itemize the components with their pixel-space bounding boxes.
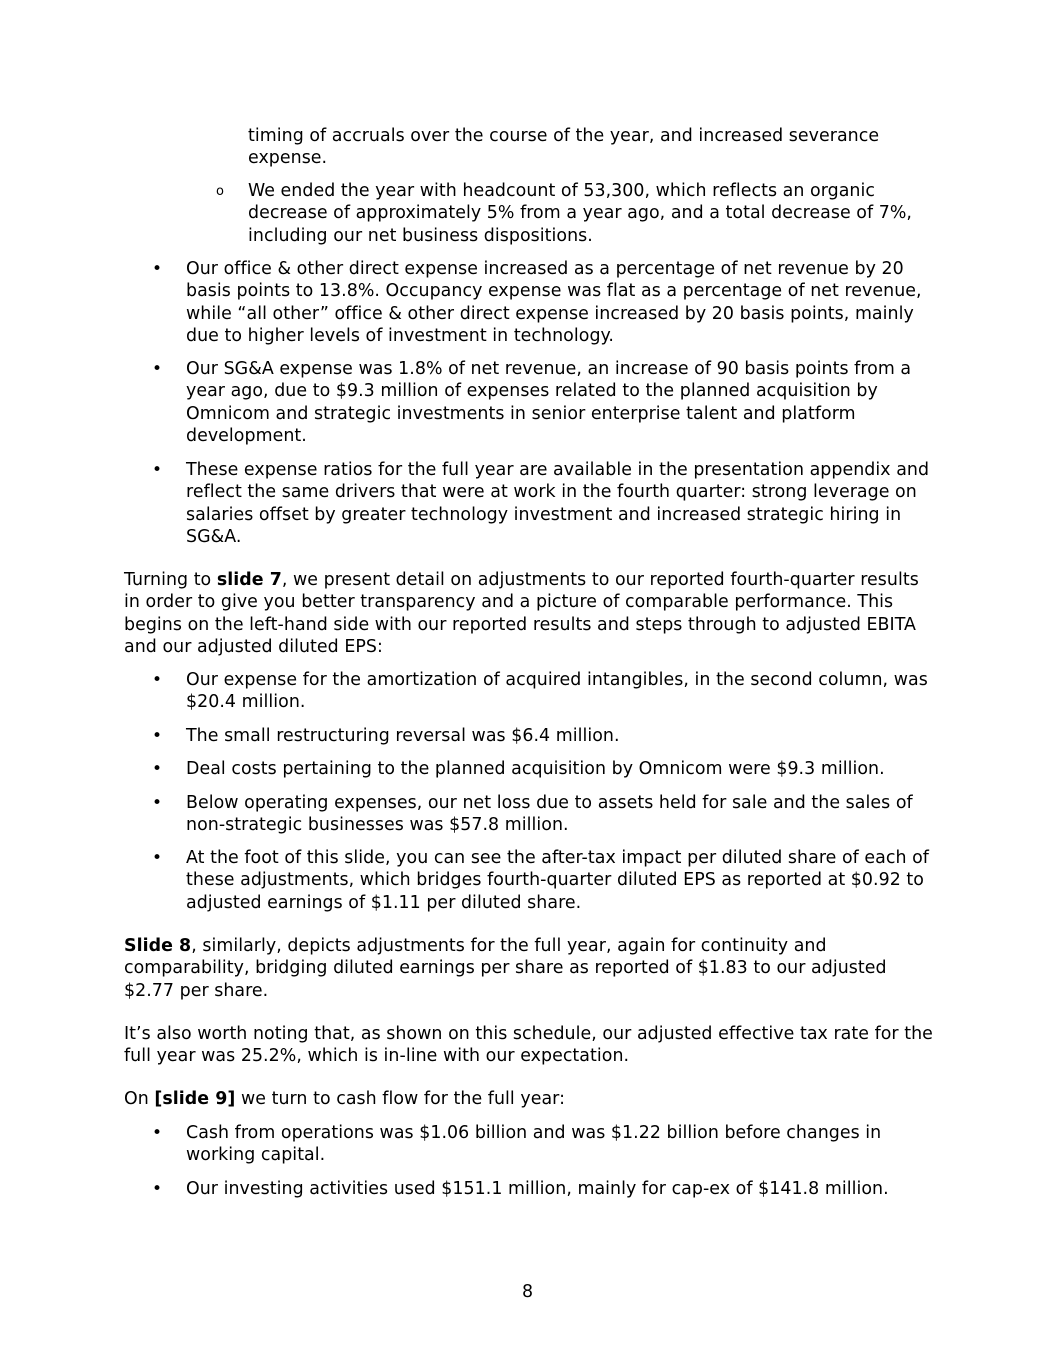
bullet-marker: • bbox=[152, 359, 163, 379]
paragraph-bold-ref: slide 7 bbox=[216, 570, 282, 590]
bullet-marker: • bbox=[152, 460, 163, 480]
sub-bullet-marker: o bbox=[216, 184, 225, 199]
bullet-marker: • bbox=[152, 793, 163, 813]
bullet-marker: • bbox=[152, 1179, 163, 1199]
bullet-marker: • bbox=[152, 759, 163, 779]
paragraph-bold-ref: Slide 8 bbox=[124, 936, 192, 956]
paragraph-tax-rate bbox=[124, 1023, 939, 1068]
bullet-marker: • bbox=[152, 259, 163, 279]
paragraph-text: It’s also worth noting that, as shown on this schedule, our adjusted effective tax rate for the full year was 25.2%, which is in-line with our expectation. bbox=[124, 1024, 933, 1067]
bullet-marker: • bbox=[152, 848, 163, 868]
continuation-text bbox=[248, 125, 938, 170]
paragraph-slide-8 bbox=[124, 935, 939, 1002]
sub-bullet-text: We ended the year with headcount of 53,300, which reflects an organic decrease of approximately 5% from a year ago, and a total decrease of 7%, including our net business dispositions. bbox=[248, 181, 913, 246]
bullet-text: Our expense for the amortization of acquired intangibles, in the second column, was $20.4 million. bbox=[186, 670, 928, 713]
bullet-marker: • bbox=[152, 726, 163, 746]
bullet-text: Our office & other direct expense increased as a percentage of net revenue by 20 basis points to 13.8%. Occupancy expense was flat as a percentage of net revenue, while “all other” office & other direct expense increased by 20 basis points, mainly due to higher levels of investment in technology. bbox=[186, 259, 922, 346]
bullet-text: Cash from operations was $1.06 billion and was $1.22 billion before changes in working capital. bbox=[186, 1123, 882, 1166]
paragraph-rest: , we present detail on adjustments to our reported fourth-quarter results in order to give you better transparency and a picture of comparable performance. This begins on the left-hand side with our reported results and steps through to adjusted EBITA and our adjusted diluted EPS: bbox=[124, 570, 919, 657]
bullet-text: Our SG&A expense was 1.8% of net revenue, an increase of 90 basis points from a year ago, due to $9.3 million of expenses related to the planned acquisition by Omnicom and strategic investments in senior enterprise talent and platform development. bbox=[186, 359, 912, 446]
bullet-marker: • bbox=[152, 670, 163, 690]
paragraph-bold-ref: [slide 9] bbox=[154, 1089, 236, 1109]
bullet-text: The small restructuring reversal was $6.4 million. bbox=[186, 726, 620, 746]
paragraph-lead: Turning to bbox=[124, 570, 217, 590]
paragraph-lead: On bbox=[124, 1089, 155, 1109]
paragraph-slide-7 bbox=[124, 569, 939, 658]
bullet-text: At the foot of this slide, you can see the after-tax impact per diluted share of each of these adjustments, which bridges fourth-quarter diluted EPS as reported at $0.92 to adjusted earnings of $1.11 per diluted share. bbox=[186, 848, 929, 913]
bullet-text: Deal costs pertaining to the planned acquisition by Omnicom were $9.3 million. bbox=[186, 759, 885, 779]
paragraph-rest: we turn to cash flow for the full year: bbox=[235, 1089, 565, 1109]
bullet-text: Below operating expenses, our net loss due to assets held for sale and the sales of non-strategic businesses was $57.8 million. bbox=[186, 793, 913, 836]
bullet-text: Our investing activities used $151.1 million, mainly for cap-ex of $141.8 million. bbox=[186, 1179, 889, 1199]
bullet-text: These expense ratios for the full year are available in the presentation appendix and reflect the same drivers that were at work in the fourth quarter: strong leverage on salaries offset by greater technology investment and increased strategic hiring in SG&A. bbox=[186, 460, 930, 547]
paragraph-rest: , similarly, depicts adjustments for the full year, again for continuity and comparability, bridging diluted earnings per share as reported of $1.83 to our adjusted $2.77 per share. bbox=[124, 936, 887, 1001]
bullet-marker: • bbox=[152, 1123, 163, 1143]
page-number: 8 bbox=[521, 1282, 534, 1302]
continuation-text-body: timing of accruals over the course of the year, and increased severance expense. bbox=[248, 126, 880, 169]
paragraph-slide-9 bbox=[124, 1088, 939, 1110]
